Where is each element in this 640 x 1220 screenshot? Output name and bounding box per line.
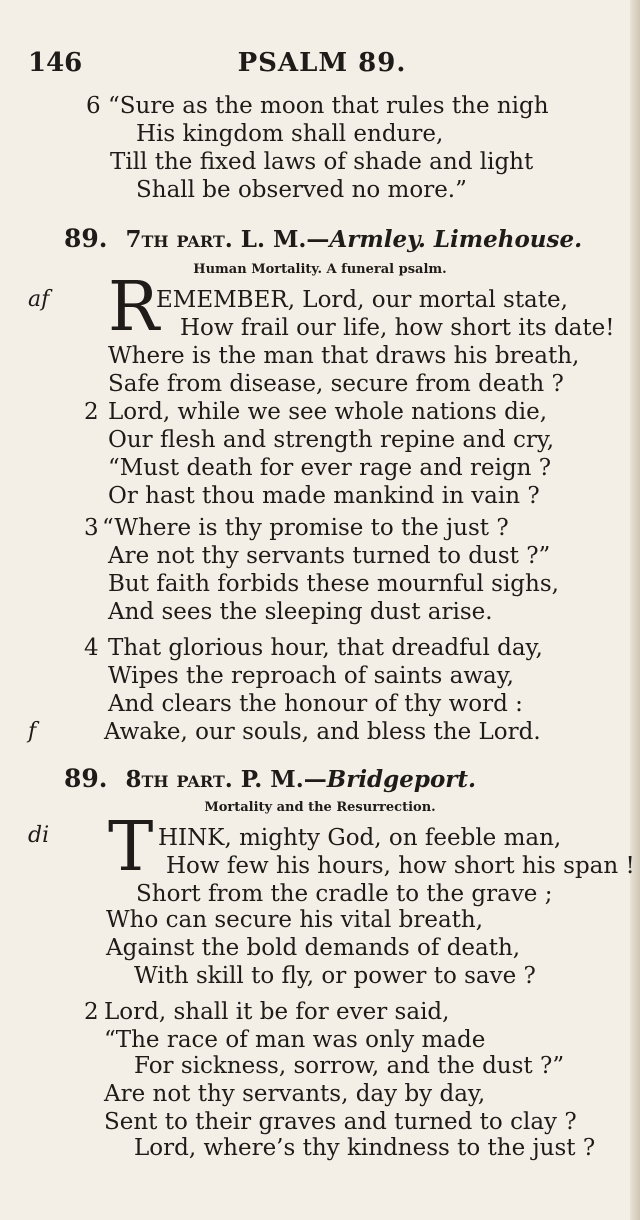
verse-line: That glorious hour, that dreadful day, (108, 635, 543, 661)
verse-line: For sickness, sorrow, and the dust ?” (134, 1053, 565, 1079)
verse-line: “Where is thy promise to the just ? (102, 515, 509, 541)
verse-line: “Sure as the moon that rules the nigh (108, 93, 549, 119)
page-number: 146 (28, 48, 83, 78)
verse-line: Or hast thou made mankind in vain ? (108, 483, 540, 509)
drop-cap: R (108, 268, 160, 347)
verse-line: Short from the cradle to the grave ; (136, 881, 553, 907)
verse-line: Are not thy servants, day by day, (104, 1081, 486, 1107)
dynamic-marking: f (28, 719, 37, 744)
stanza-number: 3 (84, 515, 99, 541)
stanza-number: 6 (86, 93, 101, 119)
verse-line: Are not thy servants turned to dust ?” (108, 543, 551, 569)
verse-line: How few his hours, how short his span ! (166, 853, 635, 879)
meter-label: P. M.— (240, 766, 327, 793)
verse-line: Our flesh and strength repine and cry, (108, 427, 555, 453)
verse-line: Lord, while we see whole nations die, (108, 399, 548, 425)
part-label: 8th part. (125, 766, 233, 793)
verse-line: How frail our life, how short its date! (180, 315, 615, 341)
verse-line: Awake, our souls, and bless the Lord. (104, 719, 541, 745)
verse-line: Lord, shall it be for ever said, (104, 999, 450, 1025)
section-subtitle: Human Mortality. A funeral psalm. (193, 262, 447, 277)
running-title: PSALM 89. (237, 48, 407, 78)
verse-line: And clears the honour of thy word : (108, 691, 523, 717)
dynamic-marking: di (28, 823, 50, 848)
section-heading-7 (64, 224, 582, 255)
stanza-number: 4 (84, 635, 99, 661)
page-spine-shadow (630, 0, 640, 1220)
verse-line: His kingdom shall endure, (136, 121, 444, 147)
verse-line: Shall be observed no more.” (136, 177, 467, 203)
part-label: 7th part. (125, 226, 233, 253)
verse-line: Who can secure his vital breath, (106, 907, 484, 933)
verse-line: Till the fixed laws of shade and light (110, 149, 534, 175)
tune-names: Armley. Limehouse. (329, 226, 583, 253)
verse-line: Lord, where’s thy kindness to the just ? (134, 1135, 596, 1161)
tune-names: Bridgeport. (326, 766, 477, 793)
verse-line: With skill to fly, or power to save ? (134, 963, 536, 989)
page-header (28, 48, 616, 82)
verse-line: And sees the sleeping dust arise. (108, 599, 493, 625)
verse-line: HINK, mighty God, on feeble man, (158, 825, 562, 851)
verse-line: Safe from disease, secure from death ? (108, 371, 564, 397)
stanza-number: 2 (84, 399, 99, 425)
verse-line: Where is the man that draws his breath, (108, 343, 580, 369)
verse-line: Sent to their graves and turned to clay ? (104, 1109, 577, 1135)
section-subtitle: Mortality and the Resurrection. (204, 800, 436, 815)
verse-line: “Must death for ever rage and reign ? (108, 455, 552, 481)
verse-line: Against the bold demands of death, (106, 935, 521, 961)
psalm-number: 89. (64, 224, 108, 253)
drop-cap: T (108, 808, 154, 887)
stanza-number: 2 (84, 999, 99, 1025)
verse-line: “The race of man was only made (104, 1027, 486, 1053)
verse-line: EMEMBER, Lord, our mortal state, (156, 287, 568, 313)
verse-line: But faith forbids these mournful sighs, (108, 571, 559, 597)
verse-line: Wipes the reproach of saints away, (108, 663, 514, 689)
section-heading-8 (64, 764, 476, 795)
meter-label: L. M.— (240, 226, 330, 253)
dynamic-marking: af (28, 287, 50, 312)
psalm-number: 89. (64, 764, 108, 793)
